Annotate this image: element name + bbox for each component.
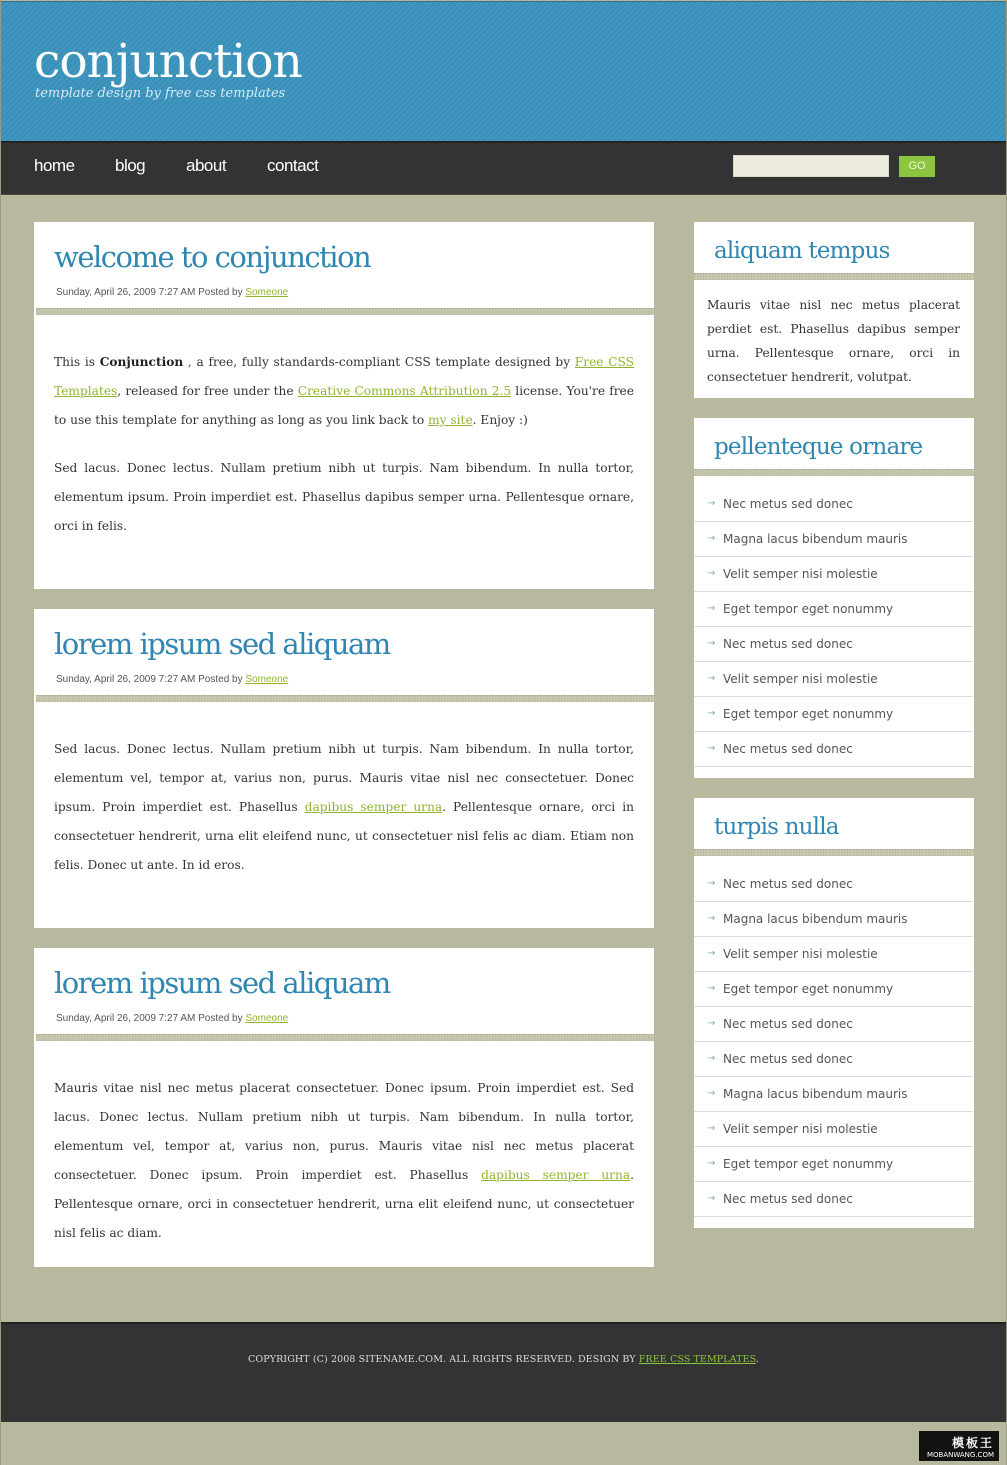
list-item-label[interactable]: Eget tempor eget nonummy bbox=[723, 982, 894, 996]
post-author-link[interactable]: Someone bbox=[245, 1013, 289, 1024]
arrow-right-icon: → bbox=[707, 1018, 716, 1029]
text: , a free, fully standards-compliant CSS template designed by bbox=[183, 355, 575, 369]
list-item[interactable] bbox=[694, 522, 973, 557]
post-paragraph: Sed lacus. Donec lectus. Nullam pretium nibh ut turpis. Nam bibendum. In nulla tortor, elementum ipsum. Proin imperdiet est. Phasellus dapibus semper urna. Pellentesque ornare, orci in felis. bbox=[54, 461, 634, 533]
post-paragraph bbox=[54, 735, 634, 880]
free-css-templates-link[interactable]: Free CSS Templates bbox=[54, 355, 635, 398]
text: This is bbox=[54, 355, 100, 369]
sidebar-box-turpis-nulla bbox=[694, 798, 974, 1228]
dapibus-link[interactable]: dapibus semper urna bbox=[304, 800, 443, 814]
copyright-text bbox=[1, 1354, 1006, 1365]
arrow-right-icon: → bbox=[707, 948, 716, 959]
watermark-url: MOBANWANG.COM bbox=[926, 1451, 994, 1459]
arrow-right-icon: → bbox=[707, 743, 716, 754]
box-title: pellenteque ornare bbox=[714, 434, 923, 460]
arrow-right-icon: → bbox=[707, 1053, 716, 1064]
sidebar-box-pellenteque-ornare bbox=[694, 418, 974, 778]
list-item-label[interactable]: Eget tempor eget nonummy bbox=[723, 602, 894, 616]
post-meta bbox=[56, 674, 288, 685]
post-date: Sunday, April 26, 2009 7:27 AM Posted by bbox=[56, 1013, 246, 1024]
sidebar-box-aliquam-tempus bbox=[694, 222, 974, 398]
post-body bbox=[54, 735, 634, 899]
list-item-label[interactable]: Magna lacus bibendum mauris bbox=[723, 1087, 908, 1101]
divider bbox=[694, 273, 974, 280]
post-date: Sunday, April 26, 2009 7:27 AM Posted by bbox=[56, 287, 246, 298]
box-title: turpis nulla bbox=[714, 814, 839, 840]
post-paragraph bbox=[54, 348, 634, 435]
list-item-label[interactable]: Magna lacus bibendum mauris bbox=[723, 532, 908, 546]
arrow-right-icon: → bbox=[707, 638, 716, 649]
list-item-label[interactable]: Velit semper nisi molestie bbox=[723, 672, 878, 686]
list-item-label[interactable]: Velit semper nisi molestie bbox=[723, 947, 878, 961]
watermark-logo bbox=[919, 1431, 999, 1461]
list-item[interactable] bbox=[694, 487, 973, 522]
post-meta bbox=[56, 1013, 288, 1024]
post-paragraph bbox=[54, 1074, 634, 1248]
brand-name: Conjunction bbox=[99, 355, 184, 369]
list-item-label[interactable]: Nec metus sed donec bbox=[723, 1052, 853, 1066]
text: . bbox=[755, 1354, 759, 1365]
list-item[interactable] bbox=[694, 972, 973, 1007]
post-lorem-1 bbox=[34, 609, 654, 928]
my-site-link[interactable]: my site bbox=[428, 413, 473, 427]
site-title[interactable]: conjunction bbox=[34, 34, 302, 89]
arrow-right-icon: → bbox=[707, 568, 716, 579]
post-title[interactable]: lorem ipsum sed aliquam bbox=[54, 627, 390, 661]
list-item[interactable] bbox=[694, 557, 973, 592]
post-title[interactable]: welcome to conjunction bbox=[54, 240, 371, 274]
post-date: Sunday, April 26, 2009 7:27 AM Posted by bbox=[56, 674, 246, 685]
arrow-right-icon: → bbox=[707, 533, 716, 544]
list-item[interactable] bbox=[694, 732, 973, 767]
post-author-link[interactable]: Someone bbox=[245, 287, 289, 298]
list-item[interactable] bbox=[694, 662, 973, 697]
list-item[interactable] bbox=[694, 592, 973, 627]
text: license. You're free to use this template for anything as long as you link back to bbox=[54, 384, 634, 427]
box-title: aliquam tempus bbox=[714, 238, 890, 264]
link-list bbox=[694, 487, 974, 767]
list-item-label[interactable]: Nec metus sed donec bbox=[723, 742, 853, 756]
link-list bbox=[694, 867, 974, 1217]
arrow-right-icon: → bbox=[707, 708, 716, 719]
arrow-right-icon: → bbox=[707, 1193, 716, 1204]
post-meta bbox=[56, 287, 288, 298]
text: . Pellentesque ornare, orci in consectetuer hendrerit, urna elit eleifend nunc, ut consectetuer nisl felis ac diam. Etiam non felis. Donec ut ante. In id eros. bbox=[54, 800, 635, 872]
post-body bbox=[54, 1074, 634, 1267]
arrow-right-icon: → bbox=[707, 878, 716, 889]
list-item[interactable] bbox=[694, 937, 973, 972]
arrow-right-icon: → bbox=[707, 1158, 716, 1169]
list-item[interactable] bbox=[694, 902, 973, 937]
list-item[interactable] bbox=[694, 1182, 973, 1217]
post-author-link[interactable]: Someone bbox=[245, 674, 289, 685]
text: . Enjoy :) bbox=[472, 413, 528, 427]
divider bbox=[36, 695, 654, 702]
text: , released for free under the bbox=[117, 384, 298, 398]
free-css-templates-footer-link[interactable]: FREE CSS TEMPLATES bbox=[638, 1354, 756, 1365]
divider bbox=[36, 1034, 654, 1041]
arrow-right-icon: → bbox=[707, 913, 716, 924]
list-item[interactable] bbox=[694, 1077, 973, 1112]
arrow-right-icon: → bbox=[707, 1123, 716, 1134]
watermark-brand: 模板王 bbox=[951, 1436, 994, 1450]
post-title[interactable]: lorem ipsum sed aliquam bbox=[54, 966, 390, 1000]
list-item-label[interactable]: Eget tempor eget nonummy bbox=[723, 1157, 894, 1171]
arrow-right-icon: → bbox=[707, 983, 716, 994]
text: Sed lacus. Donec lectus. Nullam pretium nibh ut turpis. Nam bibendum. In nulla tortor, elementum vel, tempor at, varius non, purus. Mauris vitae nisl nec consectetuer. Donec ipsum. Proin imperdiet est. Phasellus bbox=[54, 742, 634, 814]
list-item[interactable] bbox=[694, 627, 973, 662]
post-body bbox=[54, 348, 634, 560]
arrow-right-icon: → bbox=[707, 603, 716, 614]
nav-contact[interactable]: contact bbox=[267, 156, 319, 175]
search-go-button[interactable]: GO bbox=[899, 156, 935, 177]
post-lorem-2 bbox=[34, 948, 654, 1267]
list-item[interactable] bbox=[694, 1042, 973, 1077]
creative-commons-link[interactable]: Creative Commons Attribution 2.5 bbox=[297, 384, 512, 398]
list-item[interactable] bbox=[694, 867, 973, 902]
divider bbox=[694, 849, 974, 856]
post-welcome bbox=[34, 222, 654, 589]
text: Mauris vitae nisl nec metus placerat consectetuer. Donec ipsum. Proin imperdiet est. Sed lacus. Donec lectus. Nullam pretium nibh ut turpis. Nam bibendum. In nulla tortor, elementum vel, tempor at, varius non, purus. Mauris vitae nisl nec metus placerat consectetuer. Donec ipsum. Proin imperdiet est. Phasellus bbox=[54, 1081, 634, 1182]
box-text: Mauris vitae nisl nec metus placerat perdiet est. Phasellus dapibus semper urna. Pellentesque ornare, orci in consectetuer hendrerit, volutpat. bbox=[707, 298, 960, 384]
list-item-label[interactable]: Velit semper nisi molestie bbox=[723, 1122, 878, 1136]
list-item[interactable] bbox=[694, 1112, 973, 1147]
nav-blog[interactable]: blog bbox=[115, 156, 146, 175]
list-item-label[interactable]: Magna lacus bibendum mauris bbox=[723, 912, 908, 926]
divider bbox=[36, 308, 654, 315]
text: . Pellentesque ornare, orci in consectetuer hendrerit, urna elit eleifend nunc, ut consectetuer nisl felis ac diam. bbox=[54, 1168, 634, 1240]
list-item-label[interactable]: Nec metus sed donec bbox=[723, 877, 853, 891]
nav-about[interactable]: about bbox=[186, 156, 227, 175]
list-item-label[interactable]: Nec metus sed donec bbox=[723, 1192, 853, 1206]
list-item-label[interactable]: Velit semper nisi molestie bbox=[723, 567, 878, 581]
list-item-label[interactable]: Nec metus sed donec bbox=[723, 1017, 853, 1031]
search-input[interactable] bbox=[733, 155, 889, 177]
arrow-right-icon: → bbox=[707, 673, 716, 684]
list-item-label[interactable]: Eget tempor eget nonummy bbox=[723, 707, 894, 721]
list-item[interactable] bbox=[694, 1147, 973, 1182]
list-item-label[interactable]: Nec metus sed donec bbox=[723, 497, 853, 511]
site-footer bbox=[1, 1322, 1006, 1422]
arrow-right-icon: → bbox=[707, 1088, 716, 1099]
list-item-label[interactable]: Nec metus sed donec bbox=[723, 637, 853, 651]
arrow-right-icon: → bbox=[707, 498, 716, 509]
site-tagline: template design by free css templates bbox=[35, 86, 286, 101]
nav-home[interactable]: home bbox=[34, 156, 75, 175]
text: COPYRIGHT (C) 2008 SITENAME.COM. ALL RIGHTS RESERVED. DESIGN BY bbox=[248, 1354, 639, 1365]
list-item[interactable] bbox=[694, 1007, 973, 1042]
dapibus-link[interactable]: dapibus semper urna bbox=[481, 1168, 631, 1182]
list-item[interactable] bbox=[694, 697, 973, 732]
divider bbox=[694, 469, 974, 476]
site-header bbox=[1, 1, 1006, 141]
